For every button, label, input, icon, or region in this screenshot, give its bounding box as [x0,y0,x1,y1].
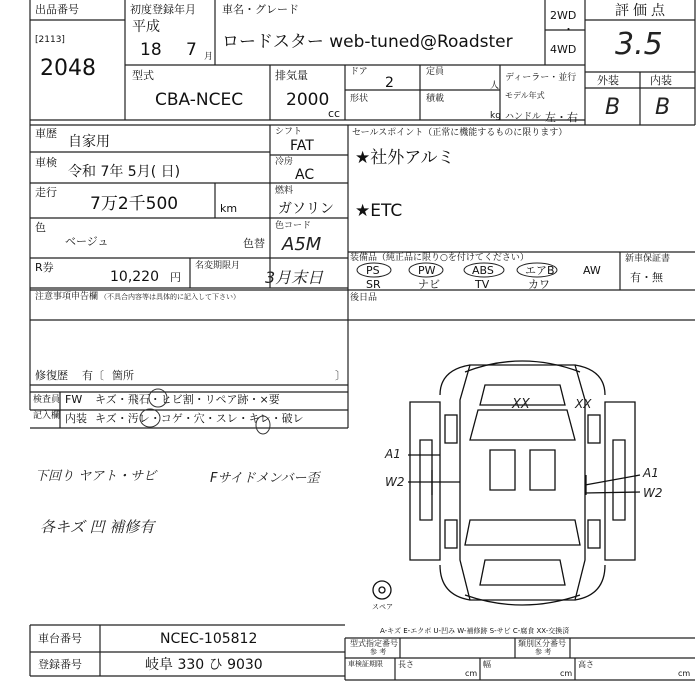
era: 平成 [132,19,160,35]
tax-deadline-value: 3月末日 [265,268,324,287]
lot-label: 出品番号 [35,3,79,16]
height-label: 高さ [578,660,594,669]
handwritten-note-1: 下回り ヤアト・サビ [35,469,157,484]
reg-month: 7 [186,40,197,60]
exterior-label: 外装 [597,74,619,87]
equip-leather: カワ [528,278,550,291]
drive-dot: ・ [563,23,574,36]
interior-label: 内装 [650,74,672,87]
interior-grade: B [655,95,671,120]
shift-label: シフト [275,127,303,137]
door-value: 2 [385,75,394,91]
lot-number: 2048 [40,56,96,81]
recycle-fee: 10,220 [110,269,159,285]
plate-label: 登録番号 [38,658,82,671]
color-label: 色 [35,221,46,234]
damage-mark-xx-2: XX [575,397,592,411]
ac-value: AC [295,167,315,183]
displacement-value: 2000 [286,90,330,110]
yen-unit: 円 [170,271,181,284]
capacity-label: 定員 [426,67,445,77]
repair-count: 箇所 [112,369,134,382]
cc-unit: cc [328,107,341,120]
int-items: キズ・汚レ・コゲ・穴・スレ・キレ・破レ [95,412,304,425]
score-label: 評価点 [615,3,669,19]
warranty-value: 有・無 [630,271,663,284]
damage-mark-xx-1: XX [512,397,530,412]
spare-label: スペア [372,603,393,611]
type-value: CBA-NCEC [155,90,244,110]
repair-value: 有〔 [82,369,104,382]
after-label: 後日品 [350,293,378,303]
drive-4wd: 4WD [550,43,577,56]
recycle-label: R券 [35,261,54,274]
model-name: ロードスター web-tuned@Roadster [222,32,513,52]
damage-mark-a1-left: A1 [385,447,401,461]
tax-deadline-label: 名変期限月 [195,261,241,271]
damage-mark-w2-left: W2 [385,475,405,489]
equip-tv: TV [475,278,490,291]
model-label: 車名・グレード [222,3,299,16]
type-label: 型式 [132,69,154,82]
damage-legend: A-キズ E-エクボ U-凹み W-補修跡 S-サビ C-腐食 XX-交換済 [380,627,570,635]
ref-2: 参 考 [535,648,552,656]
history-label: 車歴 [35,127,57,140]
model-year-label: モデル年式 [505,91,545,100]
plate-number: 岐阜 330 ひ 9030 [145,657,263,673]
damage-mark-a1-right: A1 [643,466,659,480]
load-unit: kg [490,111,501,121]
history-value: 自家用 [68,134,110,150]
km-unit: km [220,202,238,215]
dealer-label: ディーラー・並行 [505,73,577,83]
chassis-number: NCEC-105812 [160,631,258,647]
fuel-label: 燃料 [275,186,294,196]
damage-mark-w2-right: W2 [643,486,663,500]
reg-year: 18 [140,40,162,60]
width-unit: cm [560,669,573,678]
color-code-value: A5M [282,234,322,255]
equip-navi: ナビ [418,278,440,291]
equipment-label: 装備品（純正品に限り○を付けてください） [350,253,529,263]
repair-bracket: 〕 [335,369,346,382]
int-label: 内装 [65,412,87,425]
handwritten-note-3: 各キズ 凹 補修有 [40,518,155,536]
repair-label: 修復歴 [35,369,68,382]
warranty-label: 新車保証書 [625,254,671,264]
lot-code: [2113] [35,35,65,45]
car-diagram-icon [373,361,640,605]
length-unit: cm [465,669,478,678]
ac-label: 冷房 [275,157,294,167]
shift-value: FAT [290,138,314,154]
reg-cert-label: 車検証期限 [348,660,383,668]
color-change-label: 色替 [243,237,265,250]
load-label: 積載 [426,94,445,104]
capacity-unit: 人 [490,81,500,91]
selling-point-1: ★社外アルミ [355,148,455,168]
displacement-label: 排気量 [275,69,308,82]
month-unit: 月 [204,52,214,62]
selling-points-label: セールスポイント（正常に機能するものに限ります） [352,128,568,138]
handwritten-note-2: Fサイドメンバー歪 [210,471,320,486]
notes-label: 注意事項申告欄 [35,292,99,302]
length-label: 長さ [398,660,414,669]
category-label: 類別区分番号 [518,639,566,648]
width-label: 幅 [483,660,491,669]
equip-aw: AW [583,264,601,277]
exterior-grade: B [605,95,621,120]
inspector-label-1: 検査員 [33,395,61,405]
equip-sr: SR [366,278,381,291]
chassis-label: 車台番号 [38,632,82,645]
shape-label: 形状 [350,94,369,104]
ref-1: 参 考 [370,648,387,656]
fw-label: FW [65,393,83,406]
mileage-label: 走行 [35,186,57,199]
equip-airbag: エアB [525,264,555,277]
equip-pw: PW [418,264,436,277]
color-code-label: 色コード [275,221,312,231]
mileage-value: 7万2千500 [90,194,179,214]
color-value: ベージュ [65,235,109,248]
notes-sub: （不具合内容等は具体的に記入して下さい） [100,293,240,301]
fw-items: キズ・飛石・ヒビ割・リペア跡・×要 [95,393,280,406]
door-label: ドア [350,67,368,77]
handle-label: ハンドル [505,112,542,122]
fuel-value: ガソリン [278,201,334,217]
drive-2wd: 2WD [550,9,577,22]
equip-ps: PS [366,264,380,277]
score-value: 3.5 [615,27,663,62]
type-cert-label: 型式指定番号 [350,639,398,648]
selling-point-2: ★ETC [355,201,403,221]
handle-value: 左・右 [545,111,578,124]
inspection-label: 車検 [35,156,57,169]
equip-abs: ABS [472,264,494,277]
inspection-value: 令和 7年 5月( 日) [68,164,181,180]
inspector-label-2: 記入欄 [33,411,61,421]
height-unit: cm [678,669,691,678]
first-reg-label: 初度登録年月 [130,3,196,16]
